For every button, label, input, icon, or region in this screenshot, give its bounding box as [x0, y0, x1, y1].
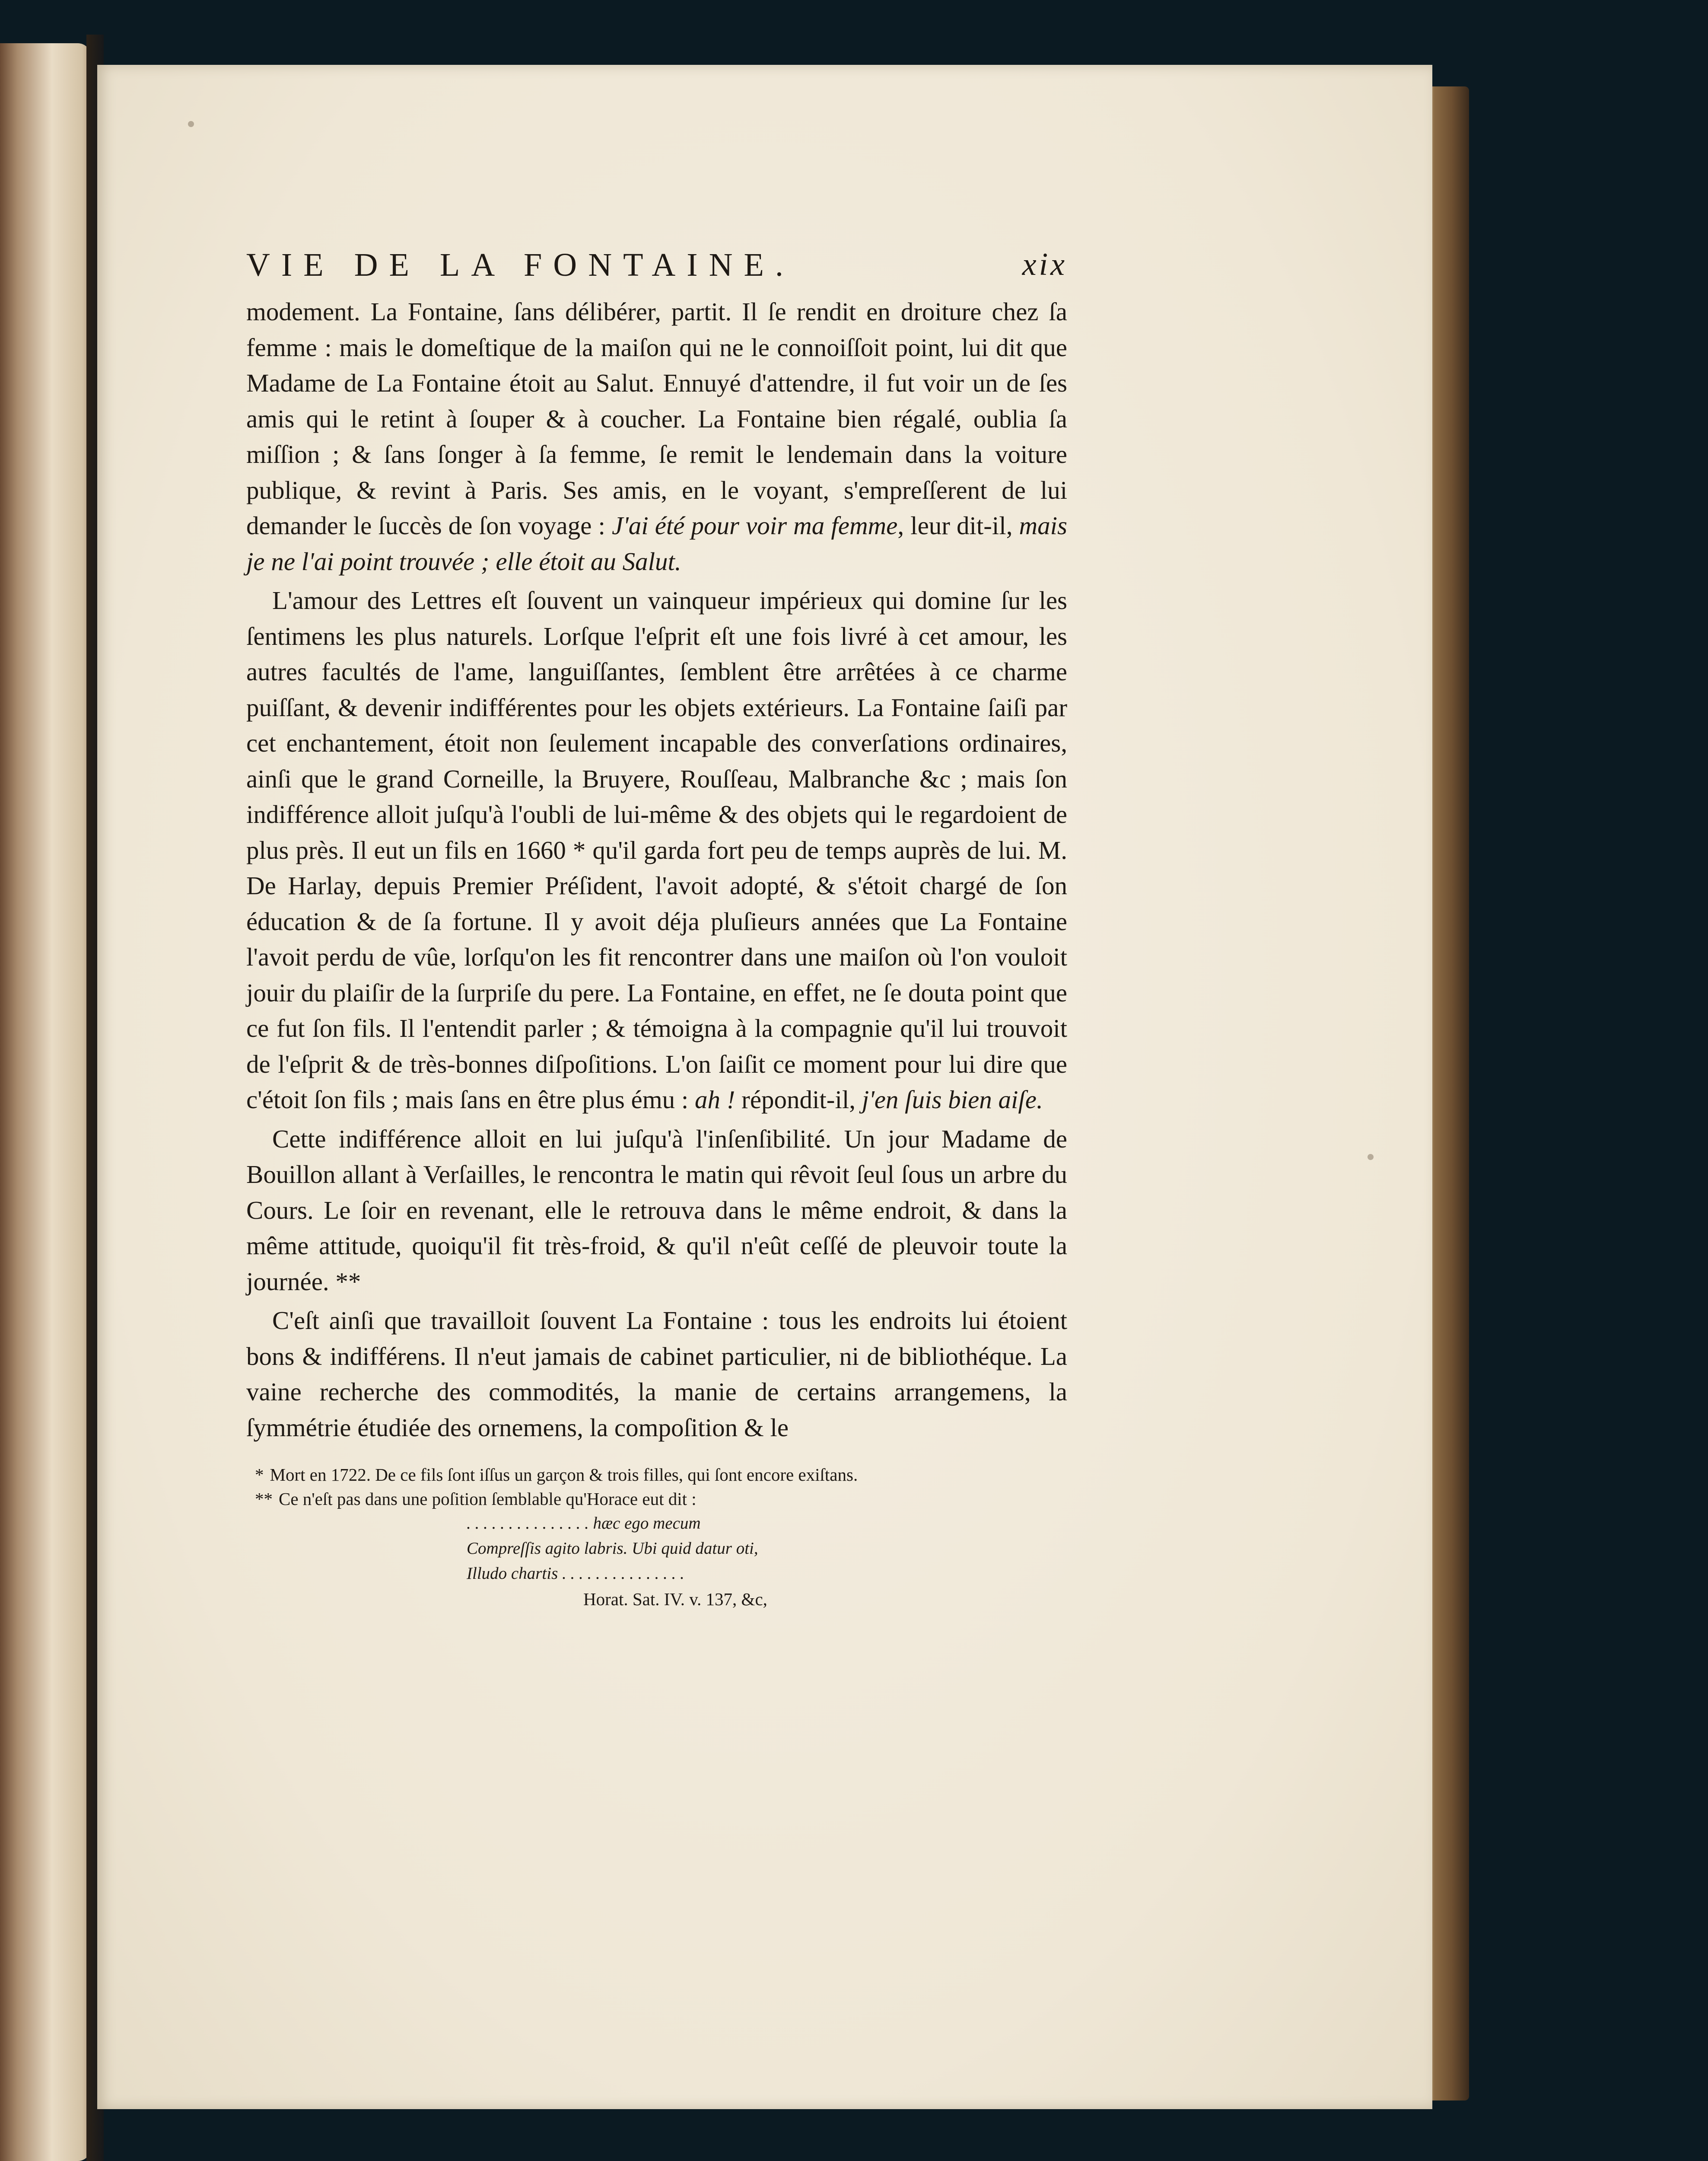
- paper-spot: [188, 121, 194, 127]
- running-title: VIE DE LA FONTAINE.: [246, 247, 795, 283]
- text-run: , leur dit-il,: [897, 511, 1019, 540]
- italic-text: J'ai été pour voir ma femme: [611, 511, 898, 540]
- footnote-marker: *: [255, 1465, 264, 1485]
- italic-text: ah !: [695, 1085, 735, 1114]
- running-head: [246, 246, 1067, 294]
- footnote-1: [246, 1463, 1067, 1487]
- italic-text: mais je ne l'ai point trouvée ; elle étoit au Salut.: [246, 511, 1067, 576]
- footnote-marker: **: [255, 1489, 273, 1509]
- text-run: C'eſt ainſi que travailloit ſouvent La Fontaine : tous les endroits lui étoient bons & indifférens. Il n'eut jamais de cabinet particulier, ni de bibliothéque. La vaine recherche des commodités, la manie de certains arrangemens, la ſymmétrie étudiée des ornemens, la compoſition & le: [246, 1306, 1067, 1442]
- text-run: L'amour des Lettres eſt ſouvent un vainqueur impérieux qui domine ſur les ſentimens les plus naturels. Lorſque l'eſprit eſt une fois livré à cet amour, les autres facultés de l'ame, languiſſantes, ſemblent être arrêtées à ce charme puiſſant, & devenir indifférentes pour les objets extérieurs. La Fontaine ſaiſi par cet enchantement, étoit non ſeulement incapable des converſations ordinaires, ainſi que le grand Corneille, la Bruyere, Rouſſeau, Malbranche &c ; mais ſon indifférence alloit juſqu'à l'oubli de lui-même & des objets qui le regardoient de plus près. Il eut un fils en 1660 * qu'il garda fort peu de temps auprès de lui. M. De Harlay, depuis Premier Préſident, l'avoit adopté, & s'étoit chargé de ſon éducation & de ſa fortune. Il y avoit déja pluſieurs années que La Fontaine l'avoit perdu de vûe, lorſqu'on les fit rencontrer dans une maiſon où l'on vouloit jouir du plaiſir de la ſurpriſe du pere. La Fontaine, en effet, ne ſe douta point que ce fut ſon fils. Il l'entendit parler ; & témoigna à la compagnie qu'il lui trouvoit de l'eſprit & de très-bonnes diſpoſitions. L'on ſaiſit ce moment pour lui dire que c'étoit ſon fils ; mais ſans en être plus ému :: [246, 586, 1067, 1114]
- text-run: répondit-il,: [735, 1085, 862, 1114]
- verse-line: . . . . . . . . . . . . . . . hæc ego mecum: [467, 1514, 701, 1533]
- text-run: Cette indifférence alloit en lui juſqu'à l'inſenſibilité. Un jour Madame de Bouillon allant à Verſailles, le rencontra le matin qui rêvoit ſeul ſous un arbre du Cours. Le ſoir en revenant, elle le retrouva dans le même endroit, & dans la même attitude, quoiqu'il fit très-froid, & qu'il n'eût ceſſé de pleuvoir toute la journée. **: [246, 1124, 1067, 1296]
- paper-spot: [1368, 1154, 1374, 1160]
- verse-line: Illudo chartis . . . . . . . . . . . . . . .: [467, 1564, 684, 1583]
- footnote-text: Mort en 1722. De ce fils ſont iſſus un garçon & trois filles, qui ſont encore exiſtans.: [270, 1465, 858, 1485]
- facing-page-edge: [0, 43, 91, 2161]
- paragraph: [246, 1303, 1067, 1445]
- page-number: xix: [1022, 247, 1067, 282]
- footnote-text: Ce n'eſt pas dans une poſition ſemblable qu'Horace eut dit :: [279, 1489, 697, 1509]
- footnote-2: [246, 1487, 1067, 1511]
- book-cover-edge: [1426, 86, 1469, 2100]
- page-content: [246, 246, 1067, 1612]
- body-text: [246, 294, 1067, 1445]
- text-run: modement. La Fontaine, ſans délibérer, partit. Il ſe rendit en droiture chez ſa femme : mais le domeſtique de la maiſon qui ne le connoiſſoit point, lui dit que Madame de La Fontaine étoit au Salut. Ennuyé d'attendre, il fut voir un de ſes amis qui le retint à ſouper & à coucher. La Fontaine bien régalé, oublia ſa miſſion ; & ſans ſonger à ſa femme, ſe remit le lendemain dans la voiture publique, & revint à Paris. Ses amis, en le voyant, s'empreſſerent de lui demander le ſuccès de ſon voyage :: [246, 297, 1067, 540]
- footnotes: [246, 1463, 1067, 1612]
- paragraph: [246, 1121, 1067, 1300]
- citation: Horat. Sat. IV. v. 137, &c,: [583, 1589, 767, 1609]
- paragraph: [246, 583, 1067, 1118]
- paragraph: [246, 294, 1067, 579]
- verse-line: Compreſſis agito labris. Ubi quid datur oti,: [467, 1539, 758, 1558]
- italic-text: j'en ſuis bien aiſe.: [862, 1085, 1043, 1114]
